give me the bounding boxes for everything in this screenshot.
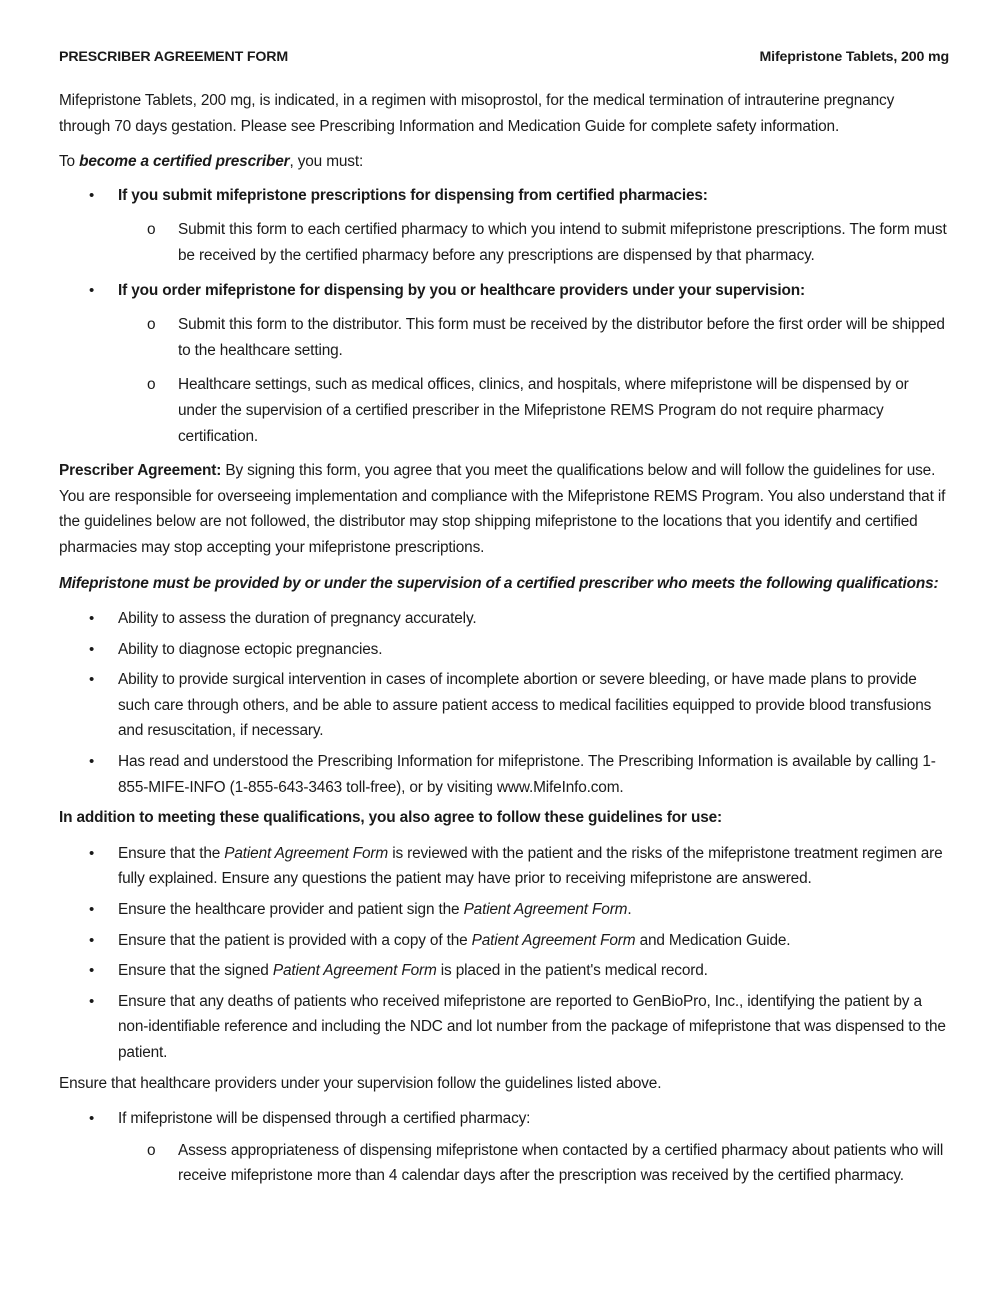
list-item: • Ensure that any deaths of patients who received mifepristone are reported to GenBioPro, Inc., identifying the patient by a non-identifiable reference and including the NDC and lot number from the package of mifepristone that was dispensed to the patient.	[59, 989, 949, 1066]
circle-bullet-icon: o	[147, 376, 156, 394]
sub-list-item: o Healthcare settings, such as medical offices, clinics, and hospitals, where mifepristone will be dispensed by or under the supervision of a certified prescriber in the Mifepristone REMS Program do not require pharmacy certification.	[118, 372, 949, 449]
guidelines-heading: In addition to meeting these qualifications, you also agree to follow these guidelines for use:	[59, 809, 723, 827]
list-item: • Ensure the healthcare provider and patient sign the Patient Agreement Form.	[59, 897, 949, 923]
circle-bullet-icon: o	[147, 221, 156, 239]
sub-list-item: o Submit this form to the distributor. This form must be received by the distributor before the first order will be shipped to the healthcare setting.	[118, 312, 949, 363]
guidelines-list	[59, 841, 949, 1066]
list-item: • Ability to provide surgical intervention in cases of incomplete abortion or severe bleeding, or have made plans to provide such care through others, and be able to assure patient access to medical facilities equipped to provide blood transfusions and resuscitation, if necessary.	[59, 667, 949, 744]
bullet-icon: •	[89, 610, 95, 628]
bullet-icon: •	[89, 186, 95, 204]
sub-list	[118, 312, 949, 449]
list-item: • If you order mifepristone for dispensing by you or healthcare providers under your supervision: o Submit this form to the distributor. This form must be received by the distributor before the first order will be shipped to the healthcare setting. o Healthcare settings, such as medical offices, clinics, and hospitals, where mifepristone will be dispensed by or under the supervision of a certified prescriber in the Mifepristone REMS Program do not require pharmacy certification.	[59, 278, 949, 450]
prescriber-agreement-page	[59, 46, 949, 1198]
supervision-note: Ensure that healthcare providers under your supervision follow the guidelines listed above.	[59, 1074, 662, 1092]
bullet-icon: •	[89, 640, 95, 658]
bullet-icon: •	[89, 962, 95, 980]
list-item: • Has read and understood the Prescribing Information for mifepristone. The Prescribing Information is available by calling 1-855-MIFE-INFO (1-855-643-3463 toll-free), or by visiting www.MifeInfo.com.	[59, 749, 949, 800]
bullet-icon: •	[89, 671, 95, 689]
bullet-icon: •	[89, 901, 95, 919]
pharmacy-list	[59, 1106, 949, 1189]
list-item: • Ensure that the Patient Agreement Form is reviewed with the patient and the risks of the mifepristone treatment regimen are fully explained. Ensure any questions the patient may have prior to receiving mifepristone are answered.	[59, 841, 949, 892]
list-item: • Ability to diagnose ectopic pregnancies.	[59, 637, 949, 663]
bullet-icon: •	[89, 844, 95, 862]
list-item: • Ability to assess the duration of pregnancy accurately.	[59, 606, 949, 632]
sub-list	[118, 217, 949, 268]
become-certified-line: To become a certified prescriber, you must:	[59, 153, 364, 171]
document-header	[59, 46, 949, 68]
bullet-icon: •	[89, 992, 95, 1010]
bullet-icon: •	[89, 753, 95, 771]
list-item: • Ensure that the signed Patient Agreement Form is placed in the patient's medical record.	[59, 958, 949, 984]
list-item: • If mifepristone will be dispensed through a certified pharmacy: o Assess appropriateness of dispensing mifepristone when contacted by a certified pharmacy about patients who will receive mifepristone more than 4 calendar days after the prescription was received by the certified pharmacy.	[59, 1106, 949, 1189]
bullet-icon: •	[89, 1110, 95, 1128]
sub-list	[118, 1138, 949, 1189]
circle-bullet-icon: o	[147, 316, 156, 334]
circle-bullet-icon: o	[147, 1141, 156, 1159]
qualifications-heading: Mifepristone must be provided by or under the supervision of a certified prescriber who meets the following qualifications:	[59, 574, 939, 592]
list-item: • Ensure that the patient is provided with a copy of the Patient Agreement Form and Medication Guide.	[59, 928, 949, 954]
qualifications-list	[59, 606, 949, 800]
bullet-icon: •	[89, 281, 95, 299]
sub-list-item: o Submit this form to each certified pharmacy to which you intend to submit mifepristone prescriptions. The form must be received by the certified pharmacy before any prescriptions are dispensed by that pharmacy.	[118, 217, 949, 268]
form-title: PRESCRIBER AGREEMENT FORM	[59, 49, 289, 65]
certification-requirements-list	[59, 183, 949, 449]
intro-paragraph: Mifepristone Tablets, 200 mg, is indicated, in a regimen with misoprostol, for the medical termination of intrauterine pregnancy through 70 days gestation. Please see Prescribing Information and Medication Guide for complete safety information.	[59, 92, 895, 135]
bullet-icon: •	[89, 931, 95, 949]
prescriber-agreement-paragraph: Prescriber Agreement: By signing this form, you agree that you meet the qualifications below and will follow the guidelines for use. You are responsible for overseeing implementation and compliance with the Mifepristone REMS Program. You also understand that if the guidelines below are not followed, the distributor may stop shipping mifepristone to the locations that you identify and certified pharmacies may stop accepting your mifepristone prescriptions.	[59, 462, 946, 556]
product-name: Mifepristone Tablets, 200 mg	[759, 49, 949, 65]
sub-list-item: o Assess appropriateness of dispensing mifepristone when contacted by a certified pharmacy about patients who will receive mifepristone more than 4 calendar days after the prescription was received by the certified pharmacy.	[118, 1138, 949, 1189]
list-item: • If you submit mifepristone prescriptions for dispensing from certified pharmacies: o Submit this form to each certified pharmacy to which you intend to submit mifepristone prescriptions. The form must be received by the certified pharmacy before any prescriptions are dispensed by that pharmacy.	[59, 183, 949, 269]
